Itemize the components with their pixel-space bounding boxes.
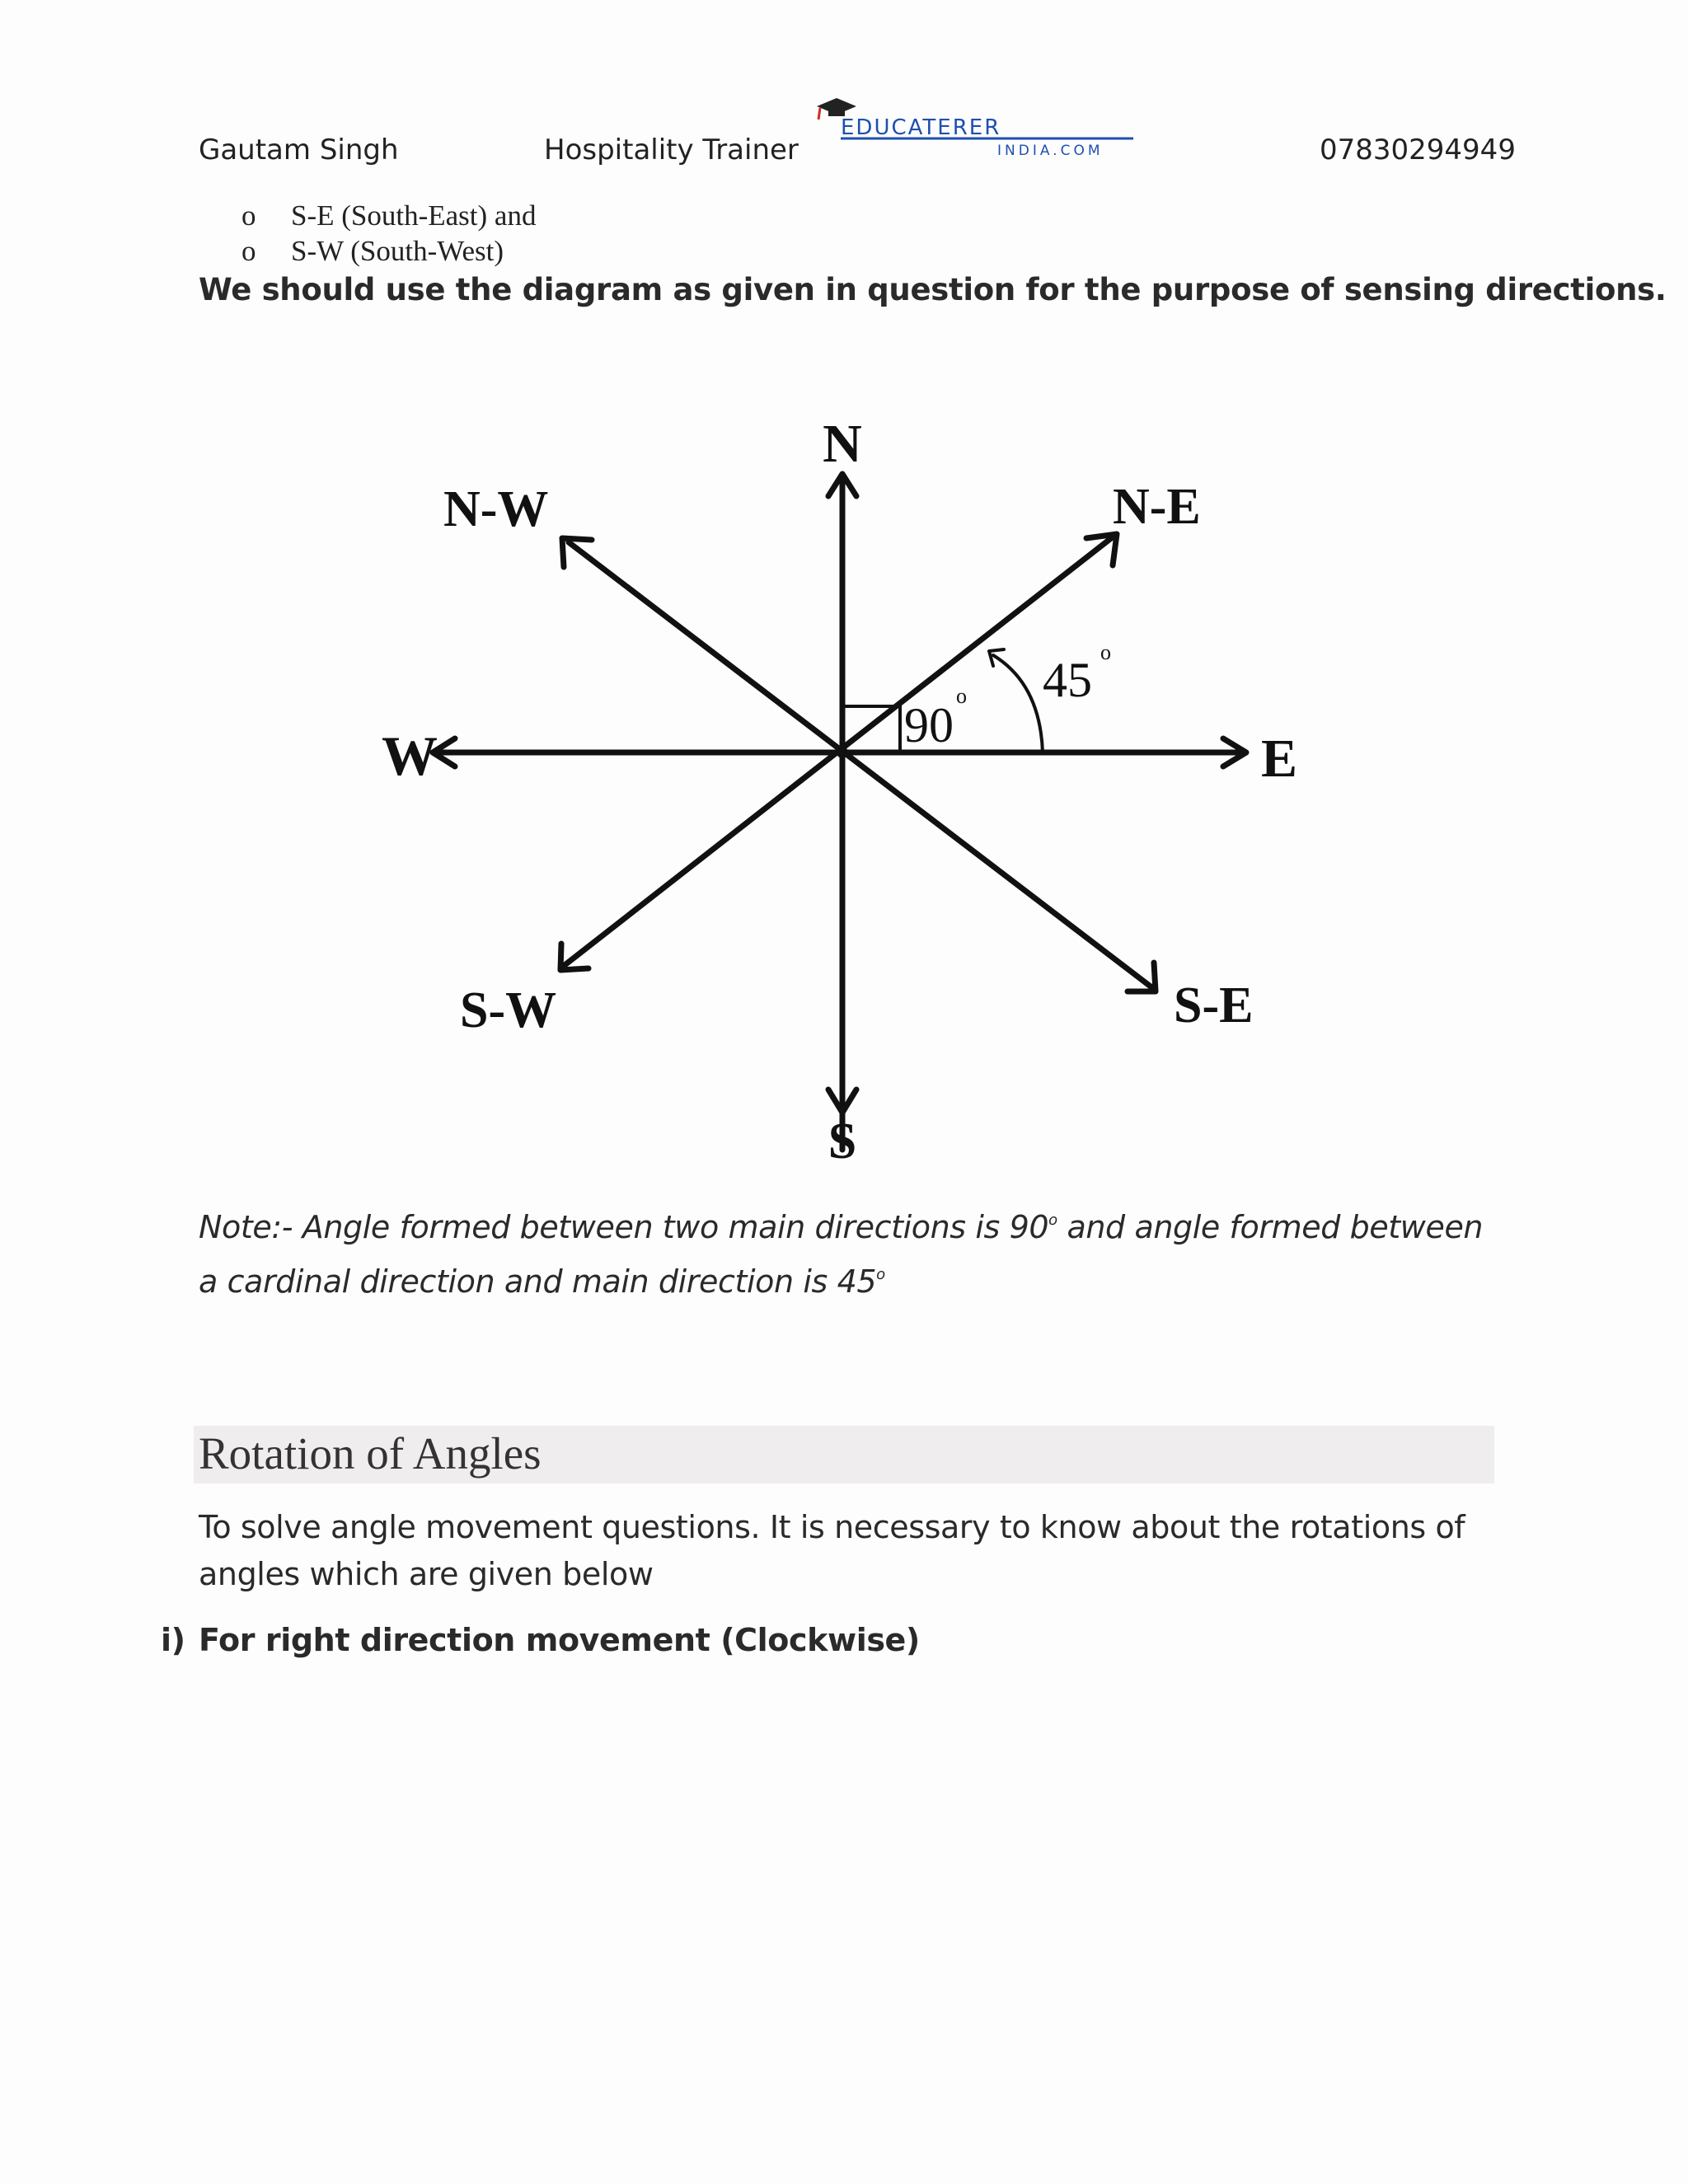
degree-symbol: o [876,1266,885,1283]
degree-symbol: o [1048,1212,1057,1229]
logo-bottom-text: INDIA.COM [997,143,1104,159]
angle-45-degree-symbol: o [1100,640,1111,664]
label-south-east: S-E [1174,977,1254,1033]
author-name: Gautam Singh [199,134,399,166]
bullet-marker: o [241,235,256,267]
logo-top-text: EDUCATERER [841,115,1001,140]
label-west: W [382,724,438,787]
author-role: Hospitality Trainer [544,134,799,166]
label-north: N [823,414,862,474]
section-title: Rotation of Angles [199,1428,542,1479]
item-text: For right direction movement (Clockwise) [199,1622,920,1658]
phone-number: 07830294949 [1320,134,1516,166]
nw-se-line [569,542,1154,989]
numbered-item [161,1622,920,1658]
label-north-west: N-W [443,481,549,537]
list-item-text: S-W (South-West) [291,235,504,267]
list-item-text: S-E (South-East) and [291,199,537,232]
angle-45-arc [993,655,1043,752]
intro-statement: We should use the diagram as given in question for the purpose of sensing directions. [199,272,1667,307]
note-text [199,1197,1501,1305]
label-north-east: N-E [1113,479,1201,535]
item-number: i) [161,1622,185,1658]
bullet-marker: o [241,199,256,232]
note-part-1: Note:- Angle formed between two main directions is 90 [199,1209,1049,1245]
section-paragraph: To solve angle movement questions. It is necessary to know about the rotations of angles which are given below [199,1509,1465,1592]
label-south-west: S-W [460,982,557,1038]
angle-90-degree-symbol: o [956,684,967,708]
label-east: E [1261,729,1298,789]
label-south: S [828,1113,857,1169]
angle-45-label: 45 [1043,653,1092,707]
note-part-2: and angle formed between a cardinal direction and main direction is 45 [199,1209,1484,1300]
angle-90-label: 90 [904,698,954,752]
